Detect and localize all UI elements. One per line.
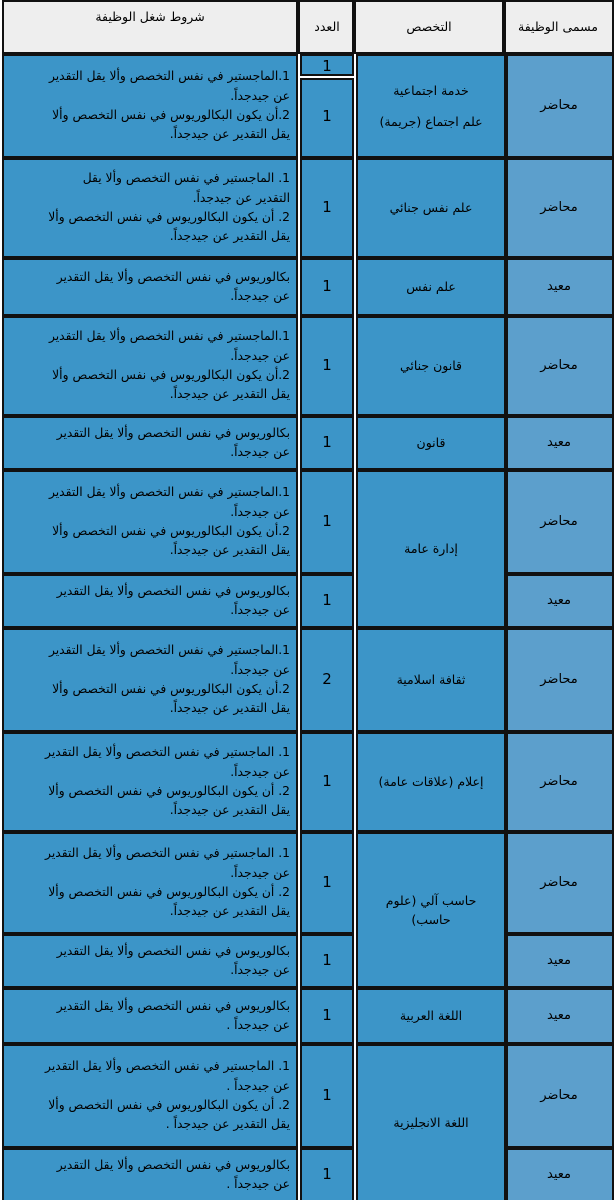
job-title-cell: معيد (547, 592, 571, 608)
count-cell: 1 (322, 772, 332, 791)
header-conditions: شروط شغل الوظيفة (95, 9, 205, 25)
count-cell: 1 (322, 198, 332, 217)
count-cell: 1 (322, 356, 332, 375)
job-title-cell: محاضر (540, 671, 578, 687)
conditions-cell: 1.الماجستير في نفس التخصص وألا يقل التقدير عن جيدجداً. 2.أن يكون البكالوريوس في نفس التخصص وألا يقل التقدير عن جيدجداً. (48, 69, 290, 142)
specialty-cell: إدارة عامة (404, 541, 458, 557)
specialty-cell: خدمة اجتماعية علم اجتماع (جريمة) (379, 82, 483, 129)
specialty-cell: إعلام (علاقات عامة) (378, 774, 484, 790)
specialty-cell: اللغة العربية (399, 1008, 463, 1024)
header-specialty: التخصص (406, 19, 452, 35)
conditions-cell: 1. الماجستير في نفس التخصص وألا يقل التقدير عن جيدجداً. 2. أن يكون البكالوريوس في نفس التخصص وألا يقل التقدير عن جيدجداً. (48, 171, 290, 244)
job-title-cell: محاضر (540, 773, 578, 789)
header-count: العدد (314, 19, 340, 35)
job-title-cell: محاضر (540, 357, 578, 373)
count-cell: 1 (322, 107, 332, 126)
specialty-cell: علم نفس (406, 279, 456, 295)
count-cell: 1 (322, 873, 332, 892)
job-title-cell: محاضر (540, 1087, 578, 1103)
specialty-cell: قانون (416, 435, 446, 451)
conditions-cell: 1.الماجستير في نفس التخصص وألا يقل التقدير عن جيدجداً. 2.أن يكون البكالوريوس في نفس التخصص وألا يقل التقدير عن جيدجداً. (48, 485, 290, 558)
count-cell: 1 (322, 591, 332, 610)
count-cell: 1 (322, 57, 332, 76)
header-job-title: مسمى الوظيفة (518, 19, 598, 35)
count-cell: 2 (322, 670, 332, 689)
count-cell: 1 (322, 512, 332, 531)
conditions-cell: بكالوريوس في نفس التخصص وألا يقل التقدير عن جيدجداً. (56, 425, 290, 459)
job-title-cell: معيد (547, 1166, 571, 1182)
count-cell: 1 (322, 277, 332, 296)
specialty-cell: حاسب آلي (علوم حاسب) (385, 892, 477, 927)
specialty-cell: قانون جنائي (399, 358, 463, 374)
job-title-cell: معيد (547, 1007, 571, 1023)
job-title-cell: محاضر (540, 874, 578, 890)
job-title-cell: معيد (547, 952, 571, 968)
job-title-cell: محاضر (540, 97, 578, 113)
specialty-cell: ثقافة اسلامية (396, 672, 466, 688)
conditions-cell: بكالوريوس في نفس التخصص وألا يقل التقدير عن جيدجداً . (56, 998, 290, 1032)
specialty-cell: اللغة الانجليزية (393, 1115, 469, 1131)
conditions-cell: بكالوريوس في نفس التخصص وألا يقل التقدير عن جيدجداً . (56, 1157, 290, 1191)
specialty-cell: علم نفس جنائي (389, 200, 473, 216)
conditions-cell: 1. الماجستير في نفس التخصص وألا يقل التقدير عن جيدجداً. 2. أن يكون البكالوريوس في نفس التخصص وألا يقل التقدير عن جيدجداً. (45, 846, 290, 919)
count-cell: 1 (322, 1165, 332, 1184)
conditions-cell: بكالوريوس في نفس التخصص وألا يقل التقدير عن جيدجداً. (56, 583, 290, 617)
count-cell: 1 (322, 1086, 332, 1105)
job-title-cell: معيد (547, 434, 571, 450)
conditions-cell: بكالوريوس في نفس التخصص وألا يقل التقدير عن جيدجداً. (56, 943, 290, 977)
job-title-cell: معيد (547, 278, 571, 294)
count-cell: 1 (322, 1006, 332, 1025)
count-cell: 1 (322, 951, 332, 970)
job-title-cell: محاضر (540, 199, 578, 215)
conditions-cell: 1.الماجستير في نفس التخصص وألا يقل التقدير عن جيدجداً. 2.أن يكون البكالوريوس في نفس التخصص وألا يقل التقدير عن جيدجداً. (48, 329, 290, 402)
conditions-cell: 1.الماجستير في نفس التخصص وألا يقل التقدير عن جيدجداً. 2.أن يكون البكالوريوس في نفس التخصص وألا يقل التقدير عن جيدجداً. (48, 643, 290, 716)
count-cell: 1 (322, 433, 332, 452)
conditions-cell: 1. الماجستير في نفس التخصص وألا يقل التقدير عن جيدجداً. 2. أن يكون البكالوريوس في نفس التخصص وألا يقل التقدير عن جيدجداً. (45, 745, 290, 818)
conditions-cell: 1. الماجستير في نفس التخصص وألا يقل التقدير عن جيدجداً . 2. أن يكون البكالوريوس في نفس التخصص وألا يقل التقدير عن جيدجداً . (45, 1059, 290, 1132)
job-title-cell: محاضر (540, 513, 578, 529)
conditions-cell: بكالوريوس في نفس التخصص وألا يقل التقدير عن جيدجداً. (56, 269, 290, 303)
